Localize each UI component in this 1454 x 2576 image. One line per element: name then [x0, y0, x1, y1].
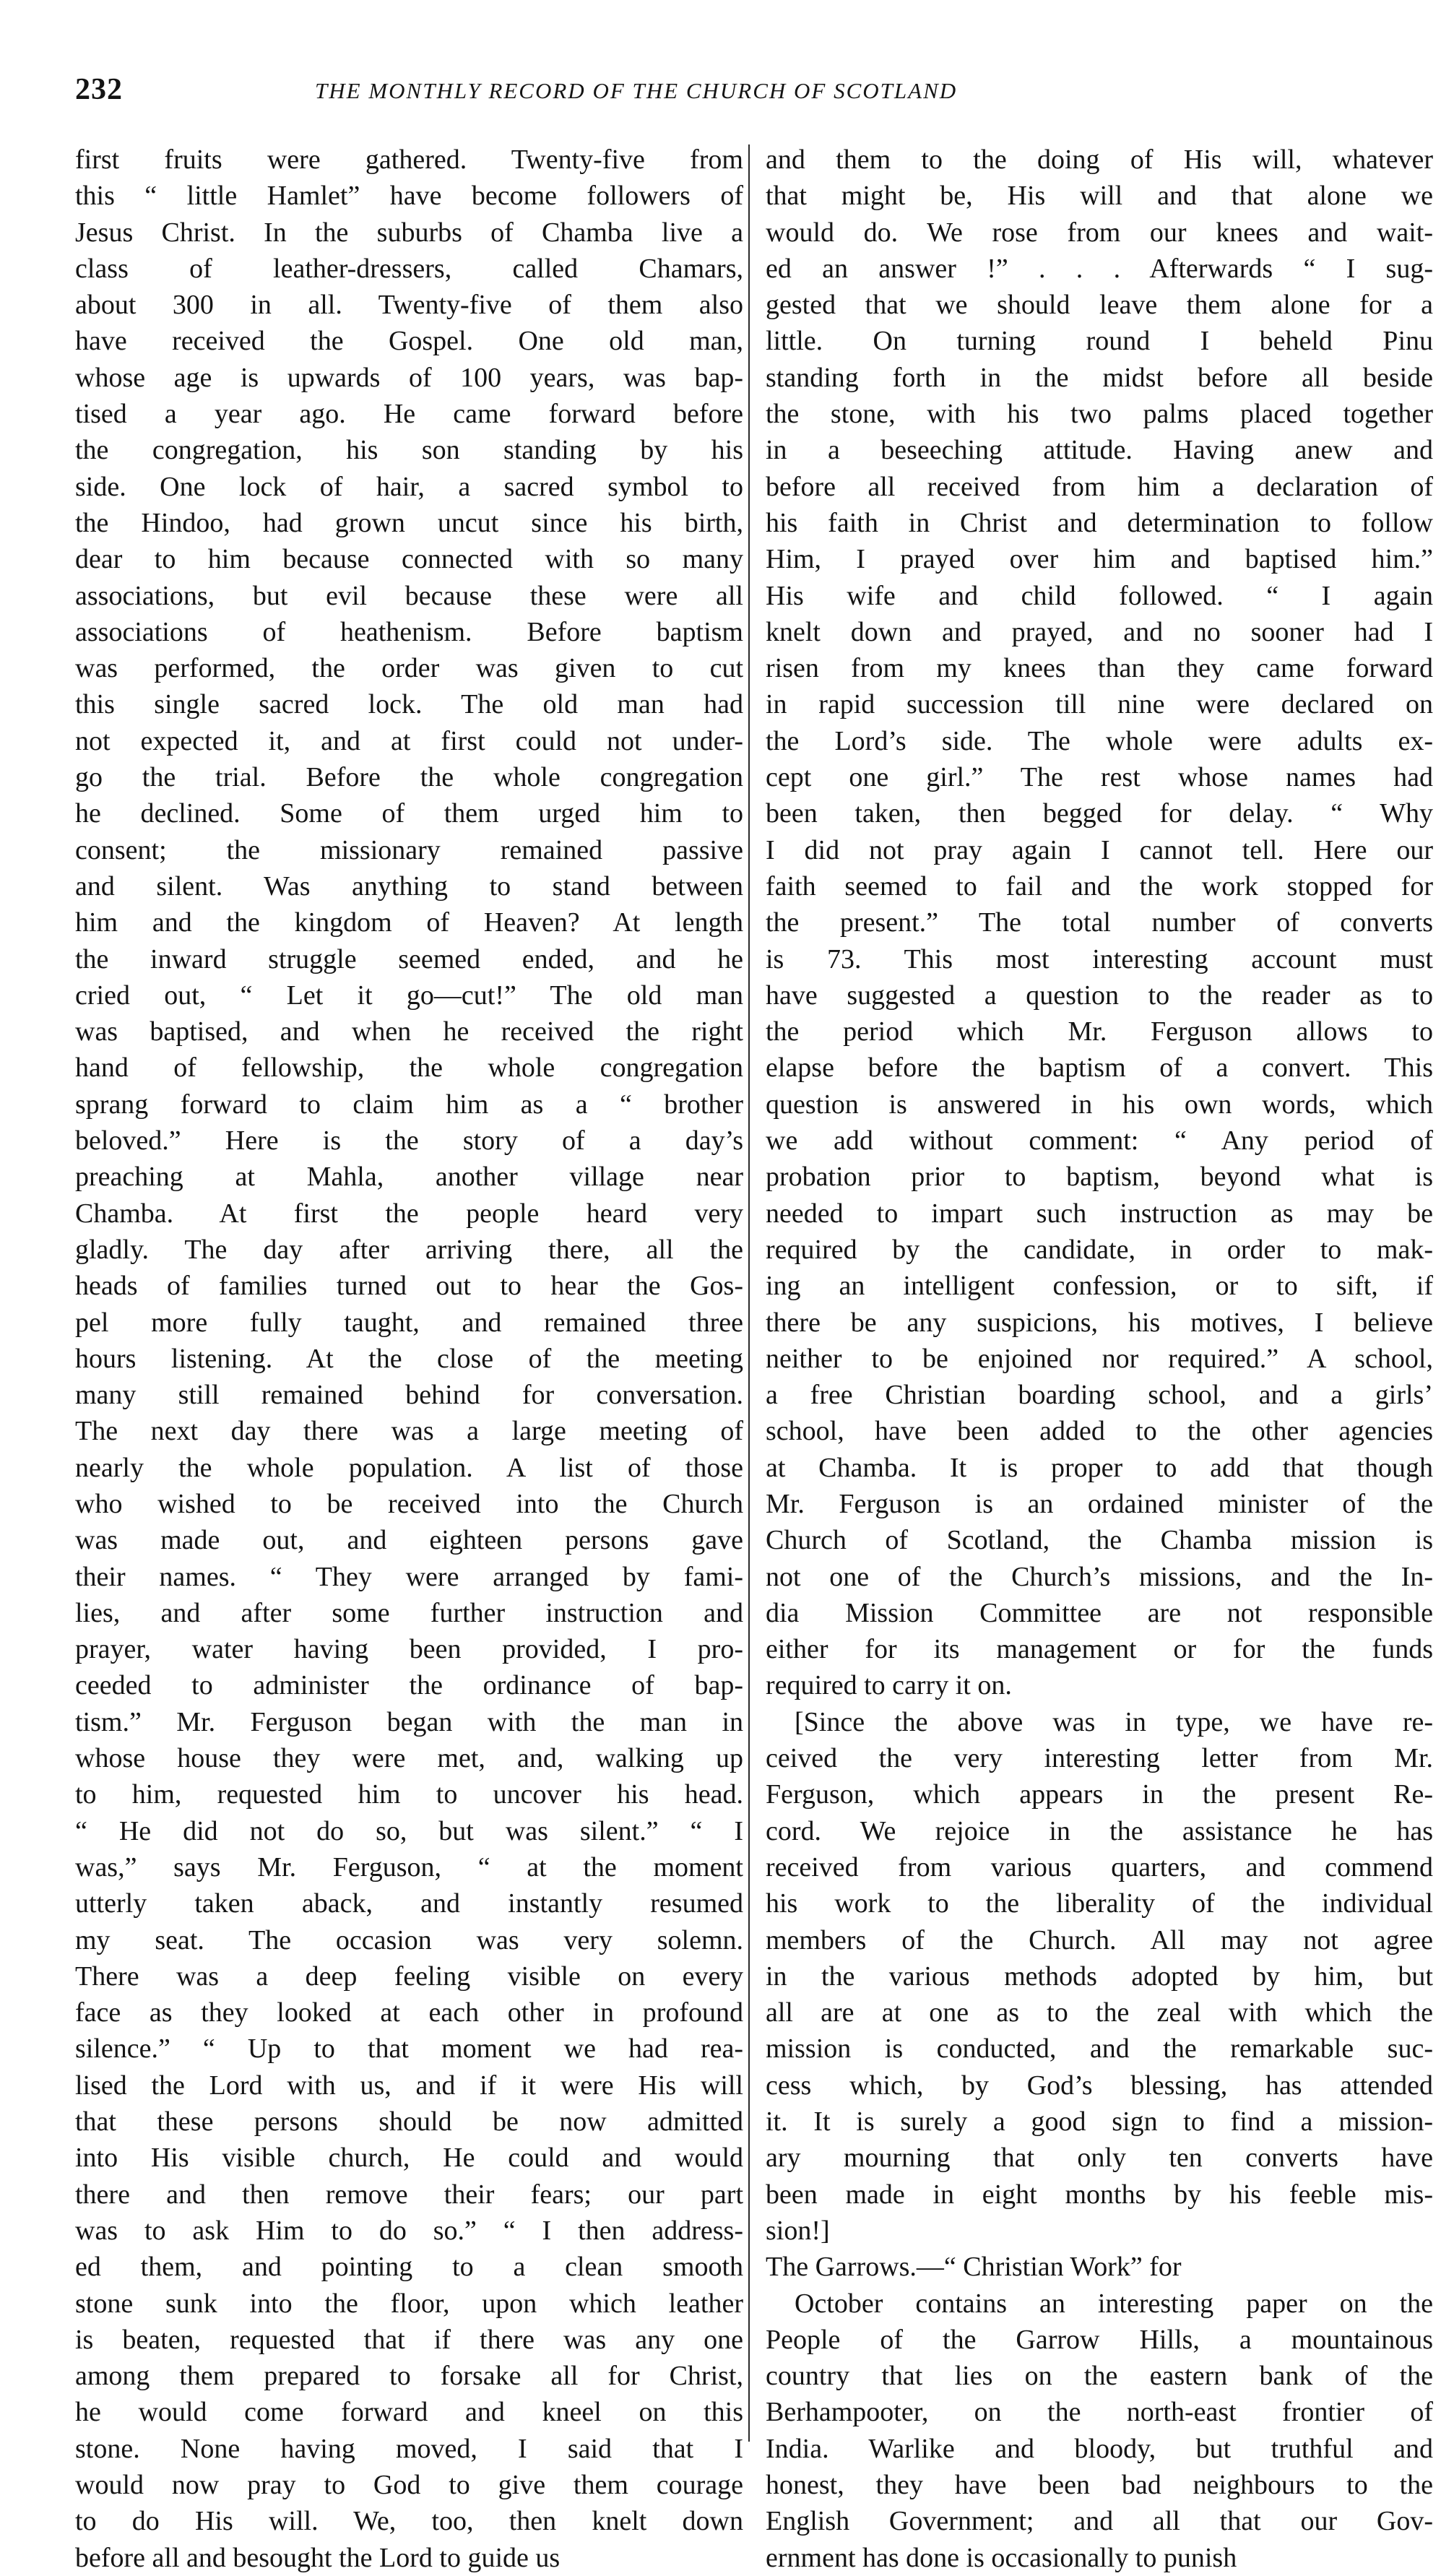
- text-line: was baptised, and when he received the right: [75, 1016, 743, 1047]
- text-line: was made out, and eighteen persons gave: [75, 1525, 743, 1556]
- text-line: before all received from him a declaration of: [766, 471, 1433, 502]
- text-line: dear to him because connected with so many: [75, 544, 743, 575]
- text-line: lies, and after some further instruction and: [75, 1597, 743, 1628]
- text-line: it. It is surely a good sign to find a mission-: [766, 2106, 1433, 2138]
- text-line: at Chamba. It is proper to add that though: [766, 1452, 1433, 1483]
- text-line: tism.” Mr. Ferguson began with the man in: [75, 1706, 743, 1737]
- text-line: knelt down and prayed, and no sooner had I: [766, 616, 1433, 647]
- text-line: my seat. The occasion was very solemn.: [75, 1924, 743, 1955]
- left-column: [75, 142, 743, 2573]
- text-line: either for its management or for the funds: [766, 1634, 1433, 1665]
- text-line: associations of heathenism. Before baptism: [75, 616, 743, 647]
- text-line: first fruits were gathered. Twenty-five from: [75, 144, 743, 175]
- text-line: Jesus Christ. In the suburbs of Chamba live a: [75, 217, 743, 248]
- text-line: was performed, the order was given to cut: [75, 653, 743, 684]
- text-line: Mr. Ferguson is an ordained minister of the: [766, 1488, 1433, 1519]
- text-line: Church of Scotland, the Chamba mission is: [766, 1525, 1433, 1556]
- text-line: have suggested a question to the reader as to: [766, 980, 1433, 1011]
- text-line: “ He did not do so, but was silent.” “ I: [75, 1815, 743, 1846]
- text-line: stone sunk into the floor, upon which leather: [75, 2288, 743, 2319]
- text-line: ed them, and pointing to a clean smooth: [75, 2252, 743, 2283]
- text-line: silence.” “ Up to that moment we had rea-: [75, 2033, 743, 2065]
- text-line: the Lord’s side. The whole were adults ex-: [766, 725, 1433, 756]
- text-line: country that lies on the eastern bank of the: [766, 2361, 1433, 2392]
- text-line: received from various quarters, and commend: [766, 1851, 1433, 1883]
- text-line: many still remained behind for conversation.: [75, 1380, 743, 1411]
- right-column: [766, 142, 1433, 2573]
- text-line: him and the kingdom of Heaven? At length: [75, 907, 743, 938]
- text-line: go the trial. Before the whole congregation: [75, 762, 743, 793]
- text-line: probation prior to baptism, beyond what is: [766, 1162, 1433, 1193]
- text-line: India. Warlike and bloody, but truthful and: [766, 2433, 1433, 2464]
- text-line: required by the candidate, in order to mak-: [766, 1234, 1433, 1265]
- text-line: whose house they were met, and, walking up: [75, 1743, 743, 1774]
- page-number: 232: [75, 73, 123, 106]
- text-line: and them to the doing of His will, whatever: [766, 144, 1433, 175]
- text-line: faith seemed to fail and the work stopped for: [766, 870, 1433, 902]
- text-line: would now pray to God to give them courage: [75, 2470, 743, 2500]
- text-line: honest, they have been bad neighbours to the: [766, 2470, 1433, 2500]
- text-line: ceived the very interesting letter from Mr.: [766, 1743, 1433, 1774]
- text-line: cried out, “ Let it go—cut!” The old man: [75, 980, 743, 1011]
- text-line: before all and besought the Lord to guide us: [75, 2542, 561, 2573]
- text-line: we add without comment: “ Any period of: [766, 1125, 1433, 1157]
- text-line: school, have been added to the other agencies: [766, 1416, 1433, 1447]
- text-line: was,” says Mr. Ferguson, “ at the moment: [75, 1851, 743, 1883]
- text-line: risen from my knees than they came forward: [766, 653, 1433, 684]
- text-line: nearly the whole population. A list of those: [75, 1452, 743, 1483]
- text-line: neither to be enjoined nor required.” A school,: [766, 1343, 1433, 1374]
- running-title: THE MONTHLY RECORD OF THE CHURCH OF SCOTLAND: [315, 78, 958, 103]
- text-line: about 300 in all. Twenty-five of them also: [75, 290, 743, 321]
- text-line: to him, requested him to uncover his head.: [75, 1779, 743, 1810]
- text-line: there be any suspicions, his motives, I believe: [766, 1307, 1433, 1338]
- text-line: the congregation, his son standing by his: [75, 435, 743, 466]
- text-line: ing an intelligent confession, or to sift, if: [766, 1271, 1433, 1302]
- text-line: prayer, water having been provided, I pro-: [75, 1634, 743, 1665]
- text-line: Chamba. At first the people heard very: [75, 1198, 743, 1229]
- text-line: not expected it, and at first could not under-: [75, 725, 743, 756]
- text-line: sprang forward to claim him as a “ brother: [75, 1089, 743, 1120]
- text-line: the present.” The total number of converts: [766, 907, 1433, 938]
- text-line: Berhampooter, on the north-east frontier of: [766, 2397, 1433, 2428]
- text-line: hand of fellowship, the whole congregation: [75, 1053, 743, 1084]
- text-line: The next day there was a large meeting of: [75, 1416, 743, 1447]
- text-line: was to ask Him to do so.” “ I then address-: [75, 2215, 743, 2246]
- text-line: side. One lock of hair, a sacred symbol to: [75, 471, 743, 502]
- text-line: to do His will. We, too, then knelt down: [75, 2506, 743, 2537]
- text-line: who wished to be received into the Church: [75, 1488, 743, 1519]
- text-line: The Garrows.—“ Christian Work” for: [766, 2252, 1182, 2283]
- text-line: this “ little Hamlet” have become followers of: [75, 181, 743, 212]
- text-line: lised the Lord with us, and if it were His will: [75, 2070, 743, 2101]
- text-line: Ferguson, which appears in the present Re-: [766, 1779, 1433, 1810]
- text-line: in rapid succession till nine were declared on: [766, 689, 1433, 720]
- text-line: associations, but evil because these were all: [75, 580, 743, 611]
- text-line: ed an answer !” . . . Afterwards “ I sug-: [766, 253, 1433, 284]
- text-line: cess which, by God’s blessing, has attended: [766, 2070, 1433, 2101]
- text-line: consent; the missionary remained passive: [75, 834, 743, 865]
- text-line: into His visible church, He could and would: [75, 2143, 743, 2174]
- text-line: October contains an interesting paper on the: [795, 2288, 1433, 2319]
- text-line: their names. “ They were arranged by fami-: [75, 1561, 743, 1592]
- text-line: members of the Church. All may not agree: [766, 1924, 1433, 1955]
- text-line: among them prepared to forsake all for Christ,: [75, 2361, 743, 2392]
- text-line: I did not pray again I cannot tell. Here our: [766, 834, 1433, 865]
- text-line: elapse before the baptism of a convert. This: [766, 1053, 1433, 1084]
- text-line: heads of families turned out to hear the Gos-: [75, 1271, 743, 1302]
- text-line: the Hindoo, had grown uncut since his birth,: [75, 507, 743, 538]
- text-line: been taken, then begged for delay. “ Why: [766, 798, 1433, 829]
- text-line: whose age is upwards of 100 years, was bap-: [75, 362, 743, 393]
- text-line: all are at one as to the zeal with which the: [766, 1997, 1433, 2028]
- text-line: he declined. Some of them urged him to: [75, 798, 743, 829]
- text-line: tised a year ago. He came forward before: [75, 399, 743, 430]
- text-line: English Government; and all that our Gov-: [766, 2506, 1433, 2537]
- text-line: question is answered in his own words, which: [766, 1089, 1433, 1120]
- text-line: gladly. The day after arriving there, all the: [75, 1234, 743, 1265]
- text-line: in a beseeching attitude. Having anew and: [766, 435, 1433, 466]
- text-line: utterly taken aback, and instantly resumed: [75, 1888, 743, 1919]
- text-line: needed to impart such instruction as may be: [766, 1198, 1433, 1229]
- text-line: cept one girl.” The rest whose names had: [766, 762, 1433, 793]
- text-line: cord. We rejoice in the assistance he has: [766, 1815, 1433, 1846]
- text-line: little. On turning round I beheld Pinu: [766, 326, 1433, 357]
- column-divider: [748, 144, 750, 2442]
- text-line: that these persons should be now admitted: [75, 2106, 743, 2138]
- text-line: preaching at Mahla, another village near: [75, 1162, 743, 1193]
- text-line: beloved.” Here is the story of a day’s: [75, 1125, 743, 1157]
- text-line: class of leather-dressers, called Chamars,: [75, 253, 743, 284]
- text-line: his faith in Christ and determination to follow: [766, 507, 1433, 538]
- text-line: face as they looked at each other in profound: [75, 1997, 743, 2028]
- text-line: People of the Garrow Hills, a mountainous: [766, 2324, 1433, 2355]
- text-line: the period which Mr. Ferguson allows to: [766, 1016, 1433, 1047]
- text-line: sion!]: [766, 2215, 830, 2246]
- text-line: dia Mission Committee are not responsible: [766, 1597, 1433, 1628]
- text-line: been made in eight months by his feeble mis-: [766, 2179, 1433, 2210]
- text-line: There was a deep feeling visible on every: [75, 1961, 743, 1992]
- text-line: would do. We rose from our knees and wait-: [766, 217, 1433, 248]
- text-line: and silent. Was anything to stand between: [75, 870, 743, 902]
- text-line: stone. None having moved, I said that I: [75, 2433, 743, 2464]
- text-line: he would come forward and kneel on this: [75, 2397, 743, 2428]
- text-line: [Since the above was in type, we have re-: [795, 1706, 1433, 1737]
- text-line: in the various methods adopted by him, but: [766, 1961, 1433, 1992]
- text-line: hours listening. At the close of the meeting: [75, 1343, 743, 1374]
- text-line: is beaten, requested that if there was any one: [75, 2324, 743, 2355]
- text-line: Him, I prayed over him and baptised him.”: [766, 544, 1433, 575]
- text-line: there and then remove their fears; our part: [75, 2179, 743, 2210]
- text-line: standing forth in the midst before all beside: [766, 362, 1433, 393]
- text-line: ceeded to administer the ordinance of bap-: [75, 1670, 743, 1701]
- text-line: the inward struggle seemed ended, and he: [75, 943, 743, 974]
- text-line: His wife and child followed. “ I again: [766, 580, 1433, 611]
- text-line: a free Christian boarding school, and a girls’: [766, 1380, 1433, 1411]
- text-line: ary mourning that only ten converts have: [766, 2143, 1433, 2174]
- text-line: is 73. This most interesting account must: [766, 943, 1433, 974]
- text-line: that might be, His will and that alone we: [766, 181, 1433, 212]
- text-line: required to carry it on.: [766, 1670, 1012, 1701]
- text-line: this single sacred lock. The old man had: [75, 689, 743, 720]
- text-line: gested that we should leave them alone for a: [766, 290, 1433, 321]
- text-line: his work to the liberality of the individual: [766, 1888, 1433, 1919]
- page-header: [75, 72, 1404, 116]
- text-line: the stone, with his two palms placed together: [766, 399, 1433, 430]
- text-line: ernment has done is occasionally to punish: [766, 2542, 1237, 2573]
- text-line: pel more fully taught, and remained three: [75, 1307, 743, 1338]
- text-line: not one of the Church’s missions, and the In-: [766, 1561, 1433, 1592]
- text-line: mission is conducted, and the remarkable suc-: [766, 2033, 1433, 2065]
- text-line: have received the Gospel. One old man,: [75, 326, 743, 357]
